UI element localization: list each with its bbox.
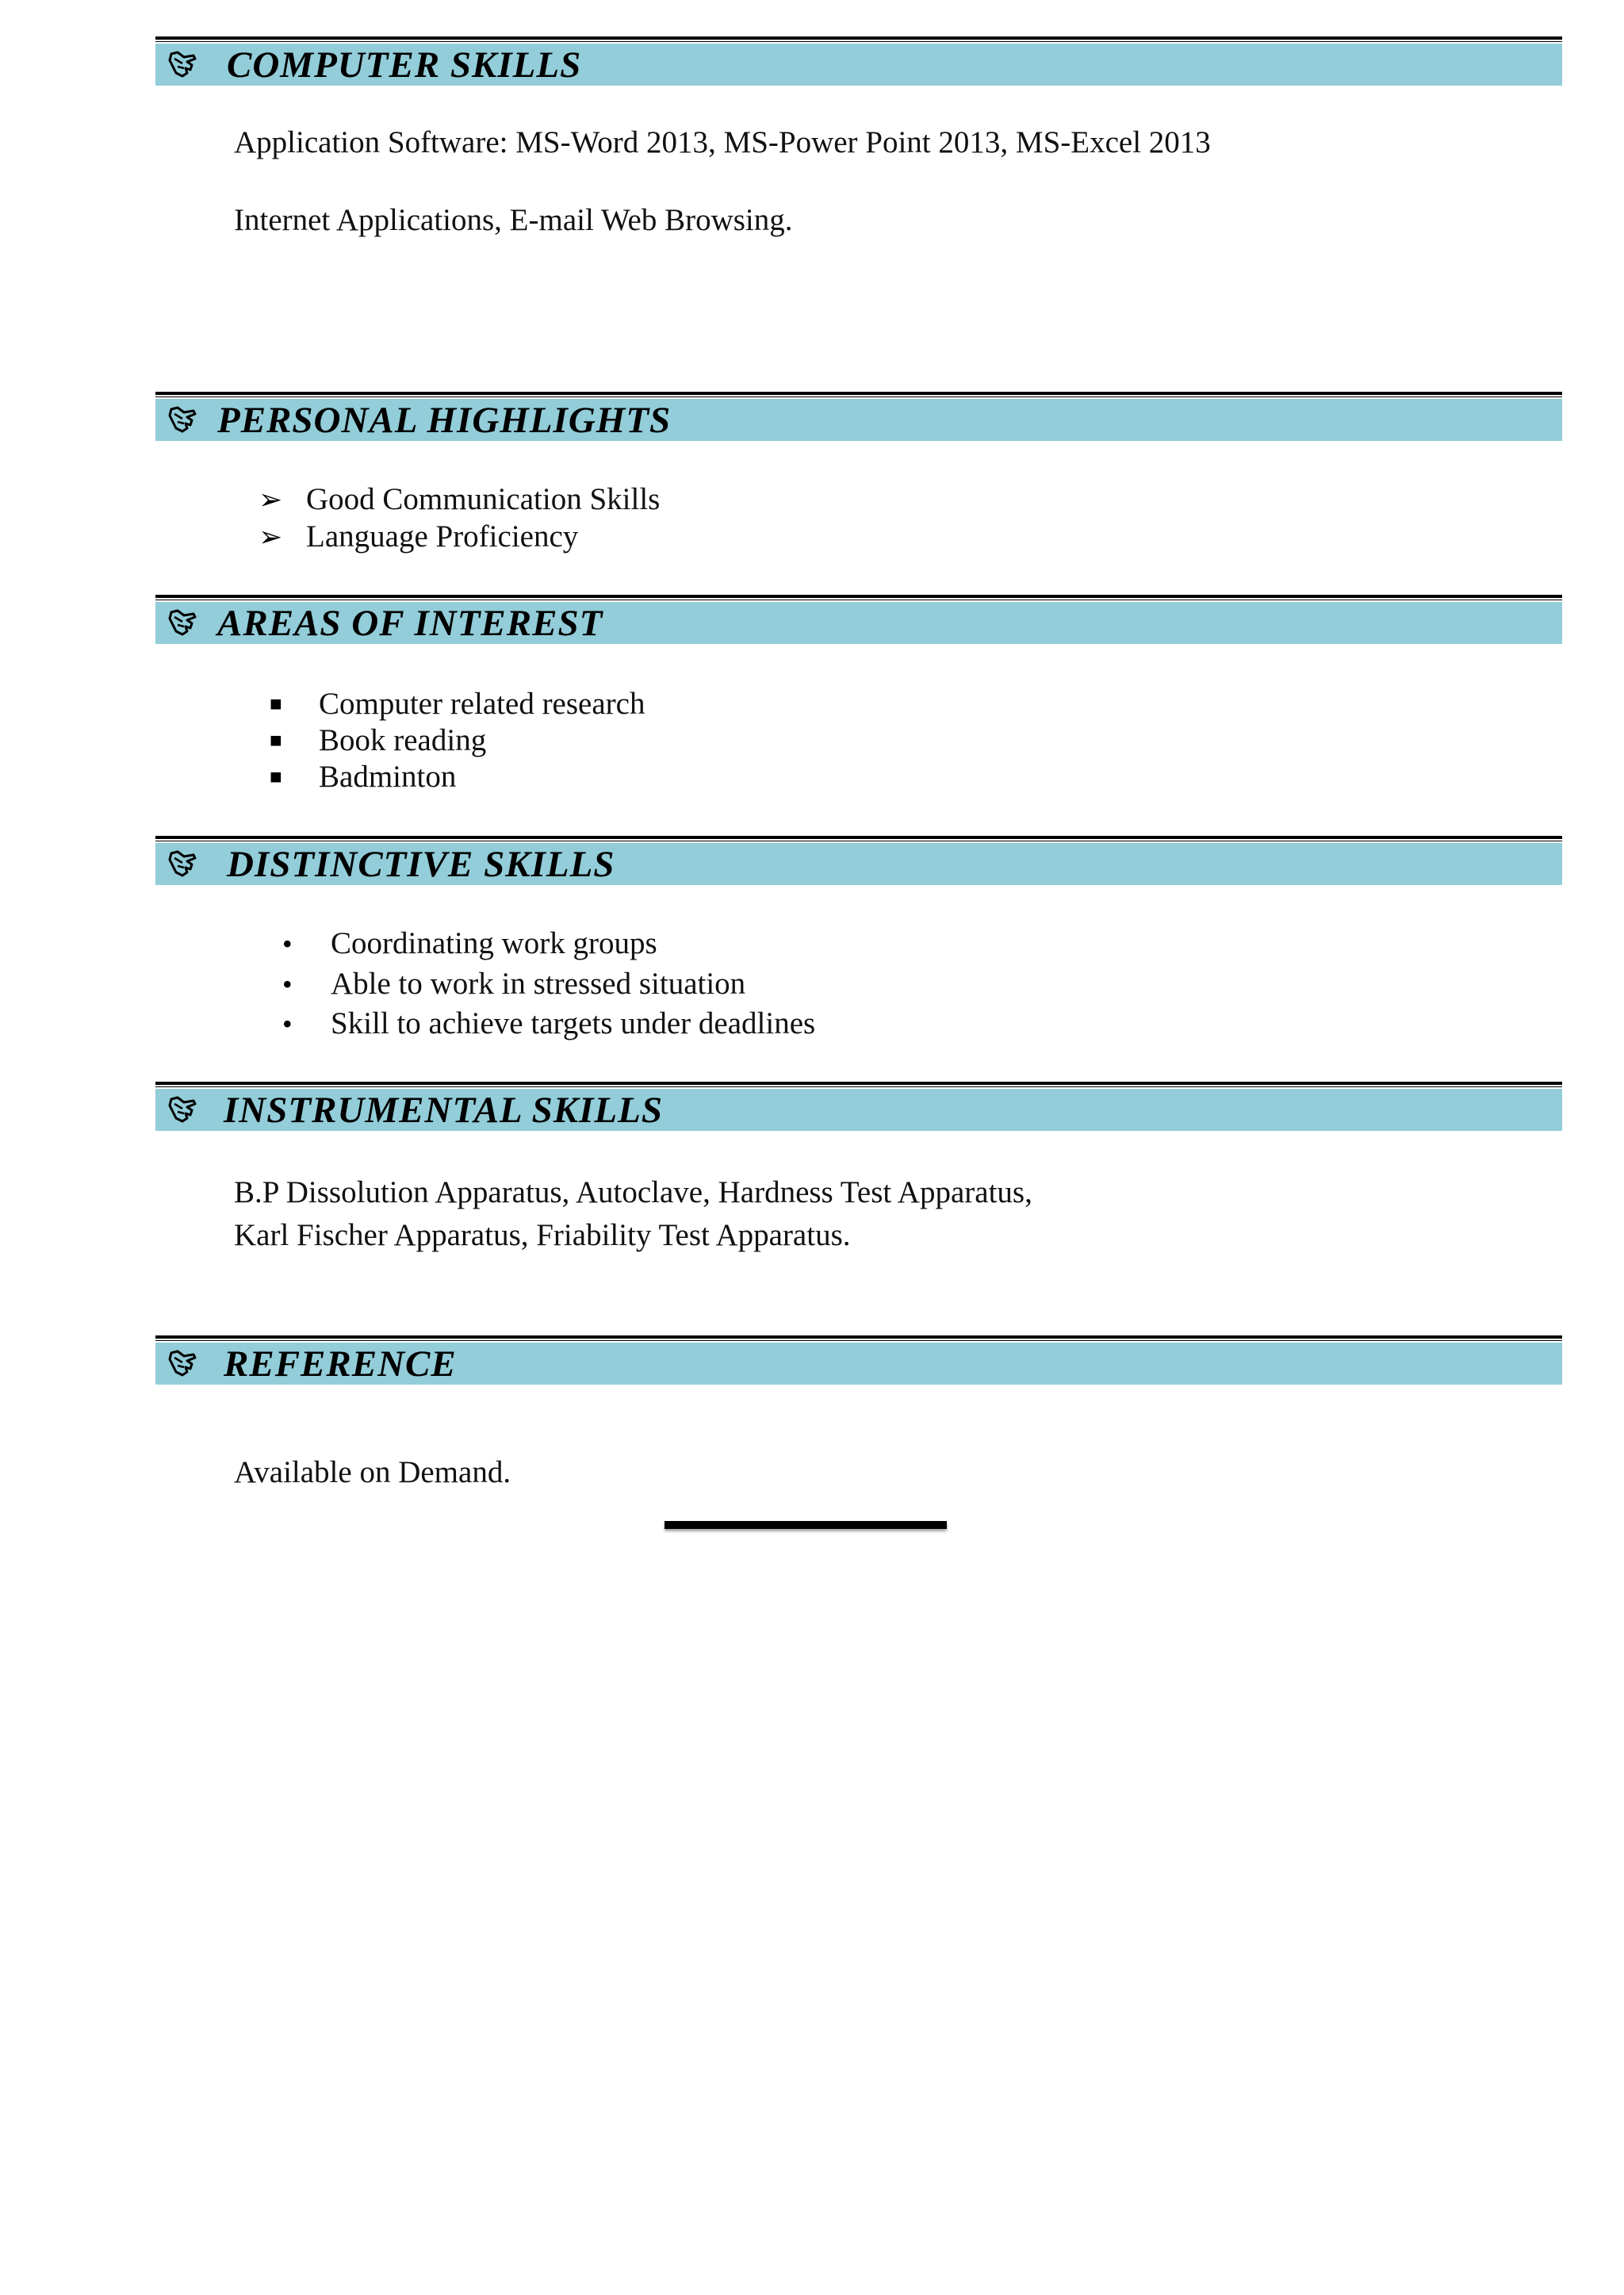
header-rule [155,36,1562,40]
square-bullet-icon: ■ [270,692,282,715]
instrumental-skills-line-1: B.P Dissolution Apparatus, Autoclave, Hardness Test Apparatus, [234,1175,1032,1209]
hand-pointing-icon [167,404,198,436]
hand-pointing-icon [167,1348,198,1380]
arrowhead-bullet-icon: ➢ [259,484,283,515]
header-rule [155,1082,1562,1085]
computer-skills-header [155,36,1562,86]
areas-of-interest-header [155,595,1562,644]
round-bullet-icon: • [282,1008,293,1040]
distinctive-skills-header [155,836,1562,885]
section-title: INSTRUMENTAL SKILLS [224,1090,663,1131]
section-title: DISTINCTIVE SKILLS [227,844,615,885]
distinctive-skill-item: Able to work in stressed situation [331,967,746,1001]
header-rule-thin [155,1340,1562,1341]
header-rule [155,595,1562,598]
header-rule [155,392,1562,395]
distinctive-skill-item: Skill to achieve targets under deadlines [331,1006,816,1040]
reference-text: Available on Demand. [234,1455,511,1489]
header-rule-thin [155,41,1562,42]
hand-pointing-icon [167,849,198,880]
square-bullet-icon: ■ [270,765,282,788]
interest-item: Book reading [319,723,487,757]
personal-highlights-header [155,392,1562,441]
section-title: AREAS OF INTEREST [217,603,603,644]
instrumental-skills-header [155,1082,1562,1131]
arrowhead-bullet-icon: ➢ [259,521,283,553]
section-title: PERSONAL HIGHLIGHTS [217,400,672,441]
section-title: REFERENCE [224,1343,457,1385]
header-rule [155,836,1562,839]
hand-pointing-icon [167,1094,198,1126]
header-rule [155,1335,1562,1339]
computer-skills-line-1: Application Software: MS-Word 2013, MS-Power Point 2013, MS-Excel 2013 [234,125,1211,159]
instrumental-skills-line-2: Karl Fischer Apparatus, Friability Test Apparatus. [234,1218,851,1252]
hand-pointing-icon [167,49,198,81]
hand-pointing-icon [167,607,198,639]
square-bullet-icon: ■ [270,729,282,752]
reference-header [155,1335,1562,1385]
end-divider [665,1521,947,1529]
interest-item: Computer related research [319,687,645,721]
round-bullet-icon: • [282,928,293,960]
header-rule-thin [155,1086,1562,1087]
personal-highlight-item: Language Proficiency [306,519,579,554]
interest-item: Badminton [319,760,457,794]
computer-skills-line-2: Internet Applications, E-mail Web Browsing. [234,203,793,237]
round-bullet-icon: • [282,968,293,1000]
personal-highlight-item: Good Communication Skills [306,482,661,516]
distinctive-skill-item: Coordinating work groups [331,926,657,960]
section-title: COMPUTER SKILLS [227,44,582,86]
